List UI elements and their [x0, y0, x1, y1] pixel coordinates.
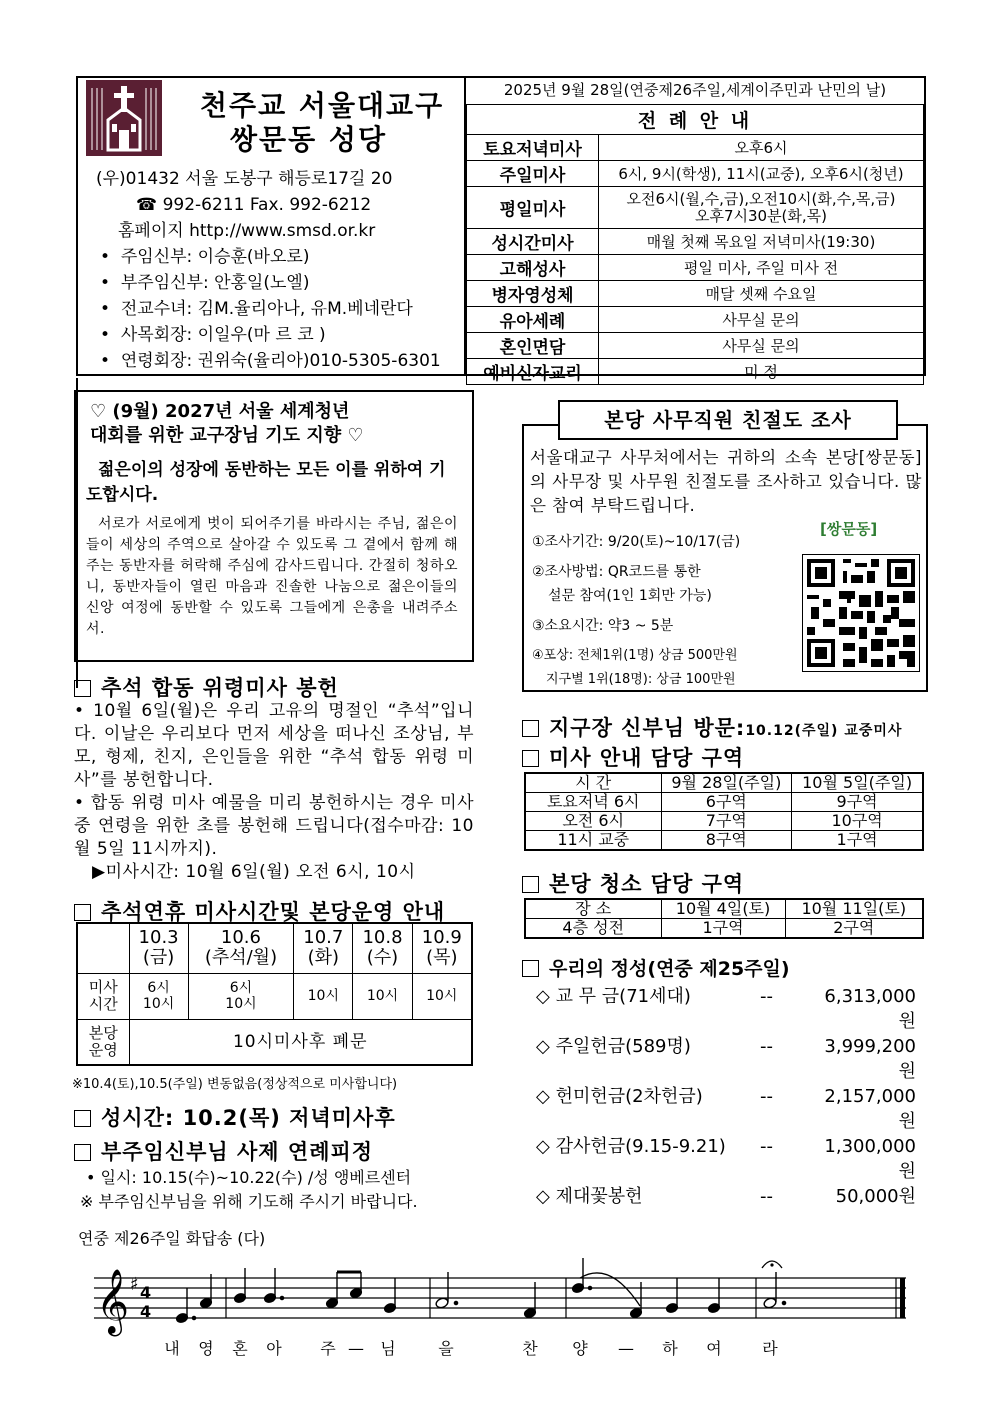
- schedule-value: 매월 첫째 목요일 저녁미사(19:30): [599, 229, 924, 255]
- schedule-value: 6시, 9시(학생), 11시(교중), 오후6시(청년): [599, 161, 924, 187]
- liturgy-schedule: [466, 104, 924, 385]
- offering-item: ◇ 감사헌금(9.15-9.21) -- 1,300,000원: [536, 1136, 916, 1182]
- chuseok-time: ▶미사시간: 10월 6일(월) 오전 6시, 10시: [92, 862, 416, 882]
- holiday-note: ※10.4(토),10.5(주일) 변동없음(정상적으로 미사합니다): [72, 1077, 398, 1092]
- holiday-mass-cell: 10시: [294, 973, 353, 1019]
- svg-text:여: 여: [706, 1339, 722, 1358]
- offering-item: ◇ 교 무 금(71세대) -- 6,313,000원: [536, 986, 916, 1032]
- survey-item: ①조사기간: 9/20(토)~10/17(금): [532, 534, 741, 550]
- schedule-label: 예비신자교리: [467, 359, 599, 385]
- parish-title-line2: 쌍문동 성당: [230, 123, 387, 156]
- holyhour-section-title: 성시간: 10.2(목) 저녁미사후: [74, 1102, 396, 1132]
- staff-list: [100, 244, 441, 374]
- holiday-section-title: 추석연휴 미사시간및 본당운영 안내: [74, 896, 445, 926]
- qr-code-icon[interactable]: [802, 554, 920, 672]
- mass-guide-table: 시 간 9월 28일(주일) 10월 5일(주일) 토요저녁 6시 6구역 9구역 오전 6시 7구역 10구역 11시 교중 8구역 1구역: [524, 772, 924, 851]
- bulletin-date: 2025년 9월 28일(연중제26주일,세계이주민과 난민의 날): [503, 81, 887, 99]
- chuseok-para1: • 10월 6일(월)은 우리 고유의 명절인 “추석”입니다. 이날은 우리보다 먼저 세상을 떠나신 조상님, 부모, 형제, 친지, 은인들을 위한 “추석 합동 위령 미사”를 봉헌합니다.: [74, 701, 474, 790]
- schedule-label: 토요저녁미사: [467, 135, 599, 161]
- schedule-label: 혼인면담: [467, 333, 599, 359]
- schedule-label: 주일미사: [467, 161, 599, 187]
- parish-logo: [86, 80, 162, 156]
- svg-text:라: 라: [762, 1339, 778, 1358]
- svg-text:4: 4: [140, 1283, 152, 1302]
- staff-item: • 주임신부: 이승훈(바오로): [100, 247, 310, 267]
- svg-text:내: 내: [164, 1339, 180, 1358]
- svg-text:찬: 찬: [522, 1339, 538, 1358]
- svg-text:♯: ♯: [130, 1274, 139, 1295]
- survey-title: 본당 사무직원 친절도 조사: [558, 400, 898, 440]
- svg-text:𝄞: 𝄞: [96, 1269, 130, 1334]
- svg-text:—: —: [618, 1339, 634, 1358]
- holiday-day: 10.8 (수): [353, 923, 412, 973]
- holiday-operation: 10시미사후 폐문: [129, 1019, 472, 1065]
- chuseok-para2: • 합동 위령 미사 예물을 미리 봉헌하시는 경우 미사 중 연령을 위한 초를 봉헌해 드립니다(접수마감: 10월 5일 11시까지).: [74, 793, 474, 859]
- holiday-day: 10.9 (목): [412, 923, 472, 973]
- offering-section-title: 우리의 정성(연중 제25주일): [522, 954, 790, 981]
- schedule-value: 평일 미사, 주일 미사 전: [599, 255, 924, 281]
- checkbox-square-icon: [74, 1144, 91, 1161]
- svg-text:—: —: [348, 1339, 364, 1358]
- parish-phone: ☎ 992-6211 Fax. 992-6212: [136, 195, 372, 215]
- svg-text:하: 하: [662, 1339, 678, 1358]
- svg-text:4: 4: [140, 1302, 152, 1321]
- staff-item: • 전교수녀: 김M.율리아나, 유M.베네란다: [100, 299, 413, 319]
- schedule-label: 고해성사: [467, 255, 599, 281]
- chuseok-section-title: 추석 합동 위령미사 봉헌: [74, 672, 339, 702]
- checkbox-square-icon: [522, 750, 539, 767]
- checkbox-square-icon: [74, 904, 91, 921]
- survey-item: ④포상: 전체1위(1명) 상금 500만원: [532, 648, 738, 663]
- offering-item: ◇ 제대꽃봉헌 -- 50,000원: [536, 1186, 916, 1207]
- svg-text:양: 양: [572, 1339, 588, 1358]
- schedule-label: 평일미사: [467, 187, 599, 229]
- mass-guide-section-title: 미사 안내 담당 구역: [522, 742, 744, 772]
- svg-text:을: 을: [438, 1339, 454, 1358]
- survey-item: ②조사방법: QR코드를 통한: [532, 564, 701, 580]
- music-staff: [90, 1250, 910, 1360]
- parish-homepage[interactable]: 홈페이지 http://www.smsd.or.kr: [118, 221, 376, 241]
- holiday-mass-cell: 6시 10시: [129, 973, 188, 1019]
- schedule-value: 매달 셋째 수요일: [599, 281, 924, 307]
- cleaning-section-title: 본당 청소 담당 구역: [522, 868, 744, 898]
- checkbox-square-icon: [74, 680, 91, 697]
- svg-text:영: 영: [198, 1339, 214, 1358]
- staff-item: • 부주임신부: 안홍일(노엘): [100, 273, 310, 293]
- offering-item: ◇ 주일헌금(589명) -- 3,999,200원: [536, 1036, 916, 1082]
- parish-address: (우)01432 서울 도봉구 해등로17길 20: [96, 169, 393, 189]
- psalm-lyrics: [164, 1339, 778, 1358]
- parish-title-line1: 천주교 서울대교구: [200, 89, 445, 122]
- survey-items: [532, 530, 740, 692]
- schedule-label: 유아세례: [467, 307, 599, 333]
- survey-item: 지구별 1위(18명): 상금 100만원: [546, 672, 736, 687]
- row-label-operation: 본당운영: [77, 1019, 129, 1065]
- visit-section-title: 지구장 신부님 방문:10.12(주일) 교중미사: [522, 712, 902, 742]
- survey-body: 서울대교구 사무처에서는 귀하의 소속 본당[쌍문동]의 사무장 및 사무원 친절도를 조사하고 있습니다. 많은 참여 부탁드립니다.: [530, 448, 922, 515]
- offering-item: ◇ 헌미헌금(2차헌금) -- 2,157,000원: [536, 1086, 916, 1132]
- music-notation-icon: [90, 1250, 910, 1360]
- schedule-value: 오후6시: [599, 135, 924, 161]
- svg-text:님: 님: [380, 1339, 396, 1358]
- row-label-mass: 미사시간: [77, 973, 129, 1019]
- prayer-title: ♡ (9월) 2027년 서울 세계청년 대회를 위한 교구장님 기도 지향 ♡: [90, 401, 364, 446]
- checkbox-square-icon: [522, 960, 539, 977]
- schedule-value: 사무실 문의: [599, 333, 924, 359]
- schedule-title: 전 례 안 내: [467, 105, 924, 135]
- svg-text:주: 주: [320, 1339, 336, 1358]
- retreat-section-title: 부주임신부님 사제 연례피정: [74, 1136, 373, 1166]
- holiday-mass-cell: 6시 10시: [188, 973, 294, 1019]
- chuseok-text: [74, 700, 474, 884]
- holiday-day: 10.6 (추석/월): [188, 923, 294, 973]
- schedule-label: 성시간미사: [467, 229, 599, 255]
- holiday-mass-cell: 10시: [353, 973, 412, 1019]
- svg-text:아: 아: [266, 1339, 282, 1358]
- staff-item: • 사목회장: 이일우(마 르 코 ): [100, 325, 326, 345]
- psalm-title: 연중 제26주일 화답송 (다): [78, 1229, 266, 1248]
- checkbox-square-icon: [522, 876, 539, 893]
- prayer-body: 서로가 서로에게 벗이 되어주기를 바라시는 주님, 젊은이들이 세상의 주역으로 살아갈 수 있도록 그 곁에서 함께 해주는 동반자를 허락해 주심에 감사드립니다. 간절히 청하오니, 동반자들이 열린 마음과 진솔한 나눔으로 젊은이들의 신앙 여정에 동반할 수 있도록 그들에게 은총을 내려주소서.: [86, 516, 458, 637]
- svg-text:혼: 혼: [232, 1339, 248, 1358]
- survey-item: ③소요시간: 약3 ~ 5분: [532, 618, 674, 634]
- offering-list: [536, 984, 916, 1209]
- schedule-value: 사무실 문의: [599, 307, 924, 333]
- schedule-value: 오전6시(월,수,금),오전10시(화,수,목,금) 오후7시30분(화,목): [599, 187, 924, 229]
- holiday-mass-cell: 10시: [412, 973, 472, 1019]
- church-logo-icon: [86, 80, 162, 156]
- holiday-day: 10.7 (화): [294, 923, 353, 973]
- checkbox-square-icon: [522, 720, 539, 737]
- holiday-day: 10.3 (금): [129, 923, 188, 973]
- holiday-table: [76, 922, 473, 1066]
- survey-tag: [쌍문동]: [820, 520, 878, 538]
- schedule-value: 미 정: [599, 359, 924, 385]
- schedule-label: 병자영성체: [467, 281, 599, 307]
- prayer-intention: 젊은이의 성장에 동반하는 모든 이를 위하여 기도합시다.: [86, 460, 446, 505]
- cleaning-table: 장 소 10월 4일(토) 10월 11일(토) 4층 성전 1구역 2구역: [524, 898, 924, 939]
- survey-item: 설문 참여(1인 1회만 가능): [548, 588, 712, 604]
- checkbox-square-icon: [74, 1110, 91, 1127]
- staff-item: • 연령회장: 권위숙(율리아)010-5305-6301: [100, 351, 441, 371]
- retreat-detail: • 일시: 10.15(수)~10.22(수) /성 앵베르센터 ※ 부주임신부님을 위해 기도해 주시기 바랍니다.: [80, 1168, 418, 1211]
